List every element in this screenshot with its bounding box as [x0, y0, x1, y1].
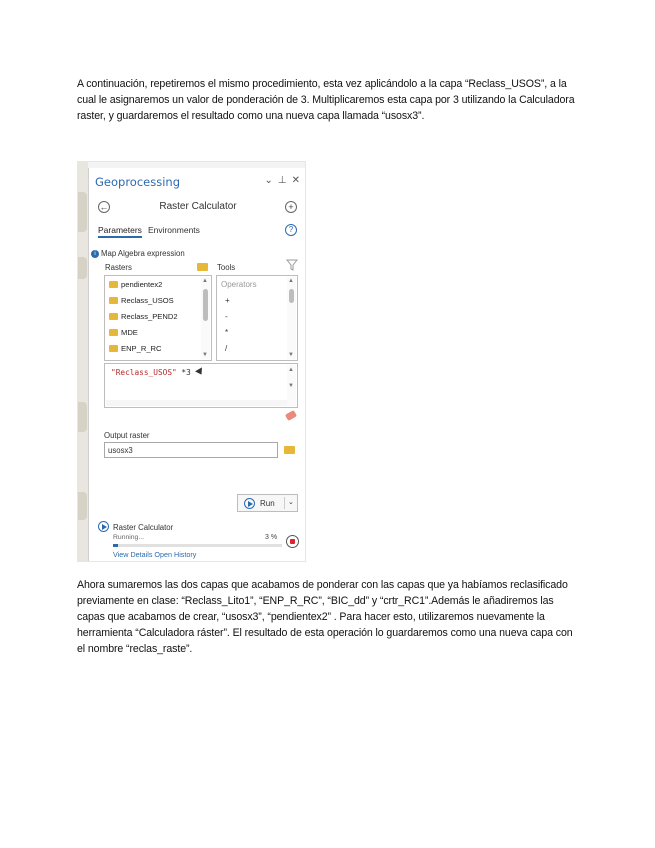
progress-bar: [113, 544, 282, 547]
operator-item[interactable]: *: [225, 328, 229, 337]
operators-header: Operators: [221, 280, 257, 289]
raster-layer-icon: [109, 329, 118, 336]
operator-item[interactable]: +: [225, 296, 230, 305]
filter-icon[interactable]: [286, 259, 298, 271]
geoprocessing-pane: [88, 168, 306, 562]
status-state: Running...: [113, 534, 144, 541]
status-links: [113, 550, 196, 559]
tab-bar: [98, 225, 200, 238]
raster-layer-icon: [109, 281, 118, 288]
pane-controls: [265, 175, 301, 186]
expression-hscrollbar[interactable]: [106, 400, 287, 406]
raster-item[interactable]: Reclass_PEND2: [109, 312, 178, 321]
outro-paragraph: Ahora sumaremos las dos capas que acabamos de ponderar con las capas que ya habíamos reclasificado previamente en clase: “Reclass_Lito1”, “ENP_R_RC”, “BIC_dd” y “crtr_RC1”.Además le añadiremos las capas que acabamos de crear, “usosx3”, “pendientex2” . Para hacer esto, utilizaremos nuevamente la herramienta “Calculadora ráster”. El resultado de esta operación lo guardaremos como una nueva capa con el nombre “reclas_raste”.: [77, 579, 573, 655]
collapse-icon[interactable]: ⌄: [264, 175, 273, 186]
operator-item[interactable]: /: [225, 344, 228, 353]
back-button[interactable]: ←: [99, 202, 109, 212]
map-algebra-label: i Map Algebra expression: [91, 249, 185, 258]
raster-item[interactable]: pendientex2: [109, 280, 162, 289]
raster-item[interactable]: MDE: [109, 328, 138, 337]
map-background-strip: [78, 162, 88, 562]
raster-layer-icon: [109, 345, 118, 352]
tools-scrollbar[interactable]: ▲ ▼: [287, 277, 296, 359]
raster-calculator-screenshot: [77, 161, 306, 562]
rasters-label: Rasters: [105, 263, 132, 272]
expression-text: "Reclass_USOS" *3: [111, 368, 191, 377]
raster-layer-icon: [109, 313, 118, 320]
open-history-link[interactable]: Open History: [154, 550, 197, 559]
close-icon[interactable]: ✕: [291, 175, 300, 186]
run-button[interactable]: Run ⌄: [237, 494, 298, 512]
progress-fill: [113, 544, 118, 547]
tab-environments[interactable]: Environments: [147, 225, 200, 235]
top-edge-mark: [223, 161, 247, 164]
intro-paragraph: A continuación, repetiremos el mismo procedimiento, esta vez aplicándolo a la capa “Reclass_USOS”, a la cual le asignaremos un valor de ponderación de 3. Multiplicaremos esta capa por 3 utilizando la Calculadora raster, y guardaremos el resultado como una nueva capa llamada “usosx3”.: [77, 78, 575, 122]
status-percent: 3 %: [265, 534, 278, 541]
pin-icon[interactable]: ⊥: [277, 175, 287, 186]
rasters-scrollbar[interactable]: ▲ ▼: [201, 277, 210, 359]
raster-item[interactable]: Reclass_USOS: [109, 296, 174, 305]
chevron-down-icon[interactable]: ⌄: [288, 499, 294, 506]
play-icon: [244, 498, 255, 509]
pane-title: Geoprocessing: [95, 175, 180, 189]
output-browse-icon[interactable]: [284, 446, 295, 454]
status-play-icon: [98, 521, 109, 532]
output-raster-input[interactable]: usosx3: [104, 442, 278, 458]
info-icon: i: [91, 250, 99, 258]
tab-parameters[interactable]: Parameters: [98, 225, 142, 238]
tools-list[interactable]: [216, 275, 298, 361]
browse-folder-icon[interactable]: [197, 263, 208, 271]
rasters-list[interactable]: [104, 275, 212, 361]
tool-title: Raster Calculator: [159, 201, 237, 212]
view-details-link[interactable]: View Details: [113, 550, 153, 559]
stop-button[interactable]: [286, 535, 299, 548]
output-raster-label: Output raster: [104, 431, 150, 440]
tools-label: Tools: [217, 263, 236, 272]
raster-item[interactable]: ENP_R_RC: [109, 344, 162, 353]
help-icon[interactable]: ?: [285, 224, 297, 236]
clear-expression-icon[interactable]: [285, 410, 297, 421]
add-button[interactable]: +: [285, 201, 297, 213]
status-tool-name: Raster Calculator: [113, 523, 174, 532]
expression-scrollbar[interactable]: ▲ ▼: [287, 365, 296, 406]
operator-item[interactable]: -: [225, 312, 228, 321]
raster-layer-icon: [109, 297, 118, 304]
